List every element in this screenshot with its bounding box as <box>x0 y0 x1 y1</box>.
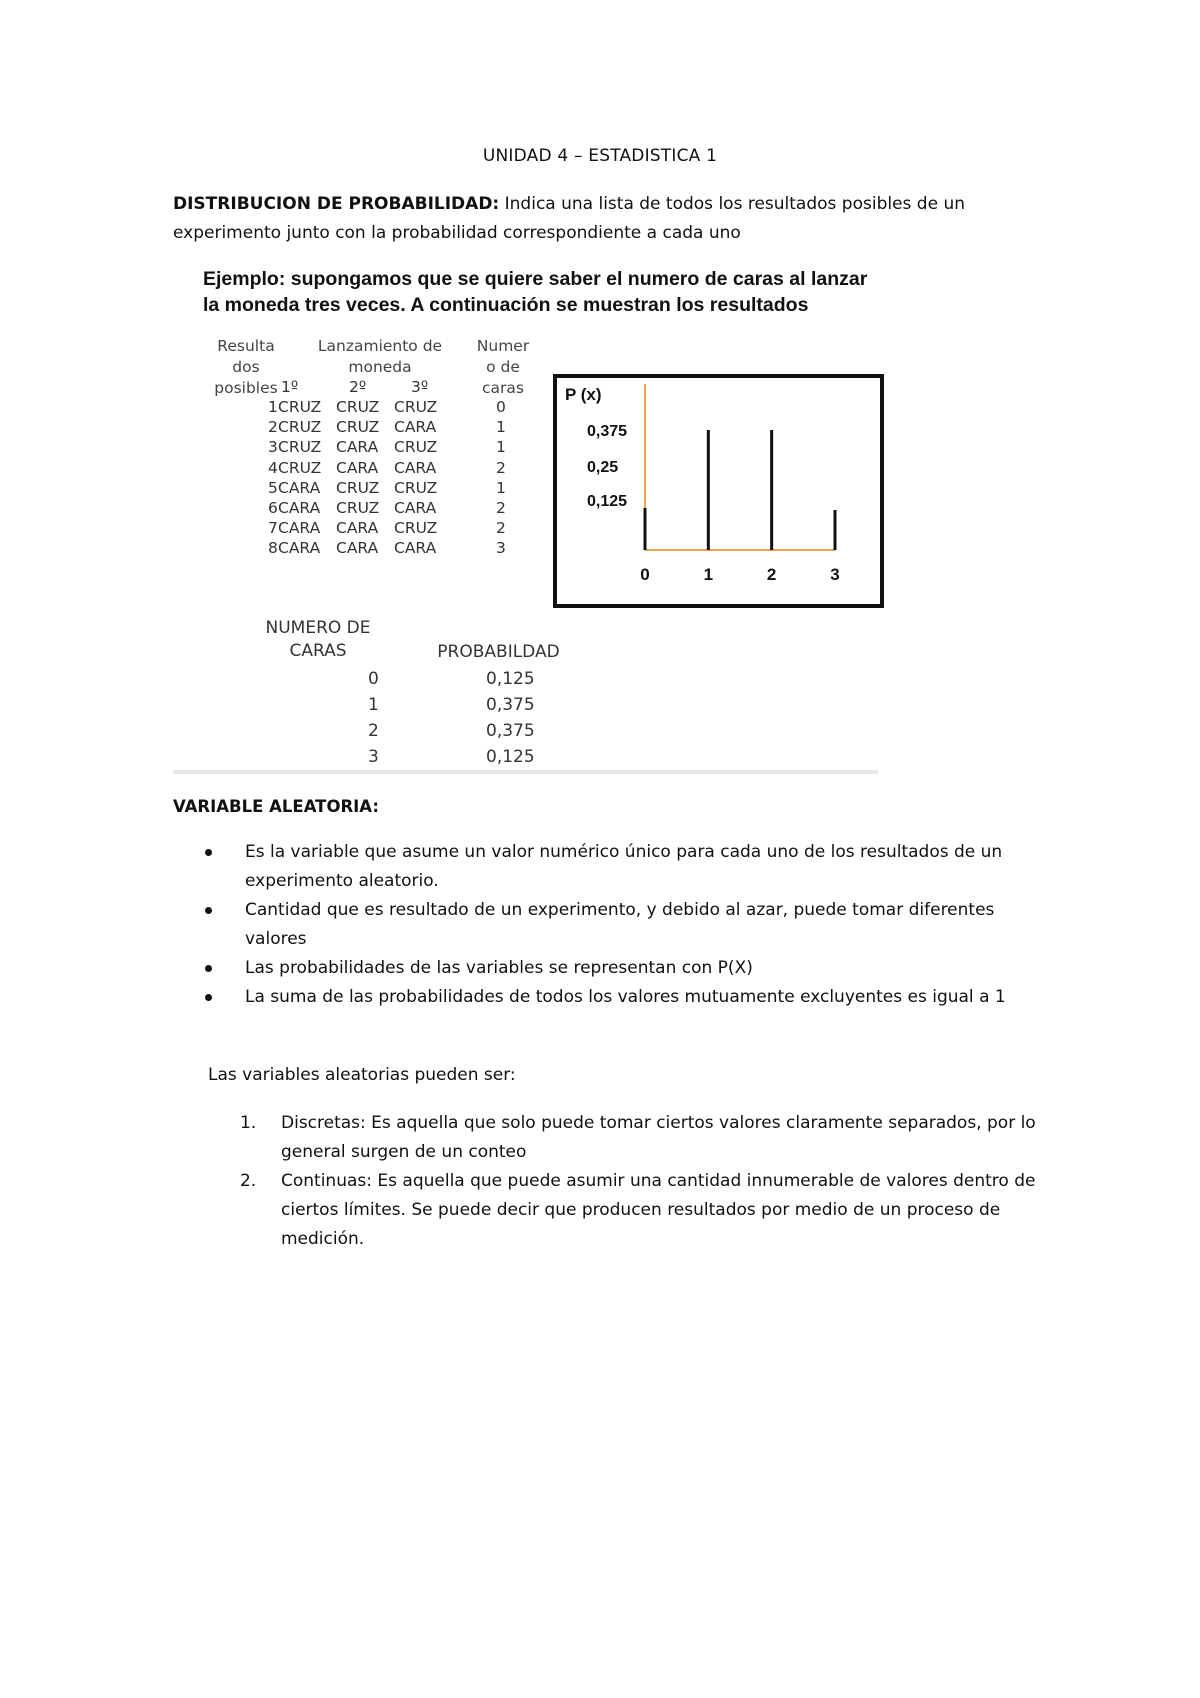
table-cell: 6 <box>268 499 278 517</box>
prob-row-caras: 2 <box>368 721 379 741</box>
launch-num-3: 3º <box>411 378 429 396</box>
list-item <box>240 1167 1040 1254</box>
table-cell: 3 <box>268 438 278 457</box>
list-item: La suma de las probabilidades de todos los valores mutuamente excluyentes es igual a 1 <box>205 983 1035 1012</box>
table-cell: CRUZ <box>278 438 322 457</box>
bullet-icon <box>205 994 212 1001</box>
prob-row-value: 0,125 <box>486 747 535 767</box>
table-cell: 1 <box>268 398 278 416</box>
col-header-results-1: Resulta <box>217 337 275 355</box>
col-header-results-3: posibles <box>214 379 278 397</box>
definition-term: DISTRIBUCION DE PROBABILIDAD: <box>173 194 500 214</box>
table-row <box>213 539 513 560</box>
prob-header-left-1: NUMERO DE <box>265 618 371 638</box>
prob-row-value: 0,375 <box>486 721 535 741</box>
table-cell: CARA <box>336 458 379 477</box>
type-term: Discretas: <box>281 1113 366 1133</box>
table-row <box>213 438 513 459</box>
table-cell: 4 <box>268 458 278 477</box>
table-cell: CRUZ <box>394 398 438 416</box>
table-cell: CARA <box>336 438 379 457</box>
prob-row-caras: 3 <box>368 747 379 767</box>
table-cell: 1 <box>496 418 506 437</box>
launch-num-1: 1º <box>281 378 299 396</box>
prob-row-value: 0,375 <box>486 695 535 715</box>
table-cell: CRUZ <box>394 519 438 538</box>
probability-chart <box>553 374 884 608</box>
prob-header-right: PROBABILDAD <box>437 642 560 662</box>
table-row <box>213 479 513 500</box>
table-row <box>213 499 513 520</box>
table-cell: CARA <box>336 539 379 558</box>
bullet-icon <box>205 907 212 914</box>
table-cell: CRUZ <box>336 398 380 416</box>
table-cell: CRUZ <box>394 478 438 497</box>
table-cell: 2 <box>496 458 506 477</box>
table-cell: 3 <box>496 539 506 558</box>
bullet-icon <box>205 849 212 856</box>
x-tick-label: 0 <box>640 565 650 584</box>
x-tick-label: 2 <box>766 565 777 584</box>
table-cell: CRUZ <box>336 499 380 517</box>
types-intro: Las variables aleatorias pueden ser: <box>208 1065 516 1085</box>
table-cell: CARA <box>278 478 321 497</box>
table-cell: CRUZ <box>394 438 438 457</box>
table-cell: CRUZ <box>336 478 380 497</box>
col-header-results-2: dos <box>232 358 260 376</box>
table-cell: CARA <box>278 499 321 517</box>
chart-title: P (x) <box>565 385 602 404</box>
chart-svg <box>557 378 880 604</box>
bullet-list <box>205 838 1035 1012</box>
table-cell: CRUZ <box>278 398 322 416</box>
table-cell: CRUZ <box>278 458 322 477</box>
table-row <box>213 519 513 540</box>
list-item: Las probabilidades de las variables se representan con P(X) <box>205 954 1035 983</box>
types-list <box>240 1109 1040 1254</box>
table-row <box>213 398 513 419</box>
definition-text: Indica una lista de todos los resultados posibles de un experimento junto con la probabilidad correspondiente a cada uno <box>173 194 965 243</box>
bullet-icon <box>205 965 212 972</box>
launch-num-2: 2º <box>349 378 367 396</box>
item-number: 1. <box>240 1113 257 1133</box>
section-heading: VARIABLE ALEATORIA: <box>173 797 379 816</box>
table-cell: CRUZ <box>278 418 322 437</box>
y-tick-label: 0,125 <box>587 493 628 510</box>
col-header-launch-1: Lanzamiento de <box>317 337 443 355</box>
table-row <box>213 459 513 480</box>
example-divider <box>173 770 878 774</box>
col-header-launch-2: moneda <box>348 358 412 376</box>
prob-header-left-2: CARAS <box>289 641 347 661</box>
table-cell: CARA <box>394 418 437 437</box>
table-cell: CARA <box>336 519 379 538</box>
page-title: UNIDAD 4 – ESTADISTICA 1 <box>482 146 718 166</box>
table-cell: CARA <box>394 458 437 477</box>
table-cell: 1 <box>496 438 506 457</box>
col-header-count-1: Numer <box>476 337 530 355</box>
table-cell: 1 <box>496 478 506 497</box>
table-cell: 2 <box>496 519 506 538</box>
y-tick-label: 0,25 <box>587 459 619 476</box>
prob-row-value: 0,125 <box>486 669 535 689</box>
example-figure <box>173 262 878 776</box>
table-cell: 7 <box>268 519 278 538</box>
table-cell: 0 <box>496 398 506 416</box>
type-text: Es aquella que puede asumir una cantidad innumerable de valores dentro de ciertos límites. Se puede decir que producen resultados por medio de un proceso de medición. <box>281 1171 1036 1249</box>
table-cell: 8 <box>268 539 278 558</box>
table-cell: CARA <box>394 499 437 517</box>
item-number: 2. <box>240 1171 257 1191</box>
table-row <box>213 418 513 439</box>
probability-table <box>173 617 878 772</box>
table-cell: 2 <box>496 499 506 517</box>
list-item: Cantidad que es resultado de un experimento, y debido al azar, puede tomar diferentes valores <box>205 896 1035 954</box>
table-cell: CARA <box>278 519 321 538</box>
example-heading: Ejemplo: supongamos que se quiere saber el numero de caras al lanzar la moneda tres veces. A continuación se muestran los resultados <box>203 268 868 316</box>
list-item: Es la variable que asume un valor numérico único para cada uno de los resultados de un experimento aleatorio. <box>205 838 1035 896</box>
table-cell: 2 <box>268 418 278 437</box>
y-tick-label: 0,375 <box>587 423 628 440</box>
x-tick-label: 3 <box>830 565 840 584</box>
col-header-count-3: caras <box>482 379 524 397</box>
list-item <box>240 1109 1040 1167</box>
x-tick-label: 1 <box>703 565 714 584</box>
table-cell: CRUZ <box>336 418 380 437</box>
prob-row-caras: 1 <box>368 695 379 715</box>
table-cell: CARA <box>394 539 437 558</box>
table-cell: 5 <box>268 478 278 497</box>
type-text: Es aquella que solo puede tomar ciertos valores claramente separados, por lo general surgen de un conteo <box>281 1113 1036 1162</box>
table-cell: CARA <box>278 539 321 558</box>
definition-paragraph <box>173 190 1033 248</box>
type-term: Continuas: <box>281 1171 372 1191</box>
col-header-count-2: o de <box>486 358 520 376</box>
prob-row-caras: 0 <box>368 669 379 689</box>
